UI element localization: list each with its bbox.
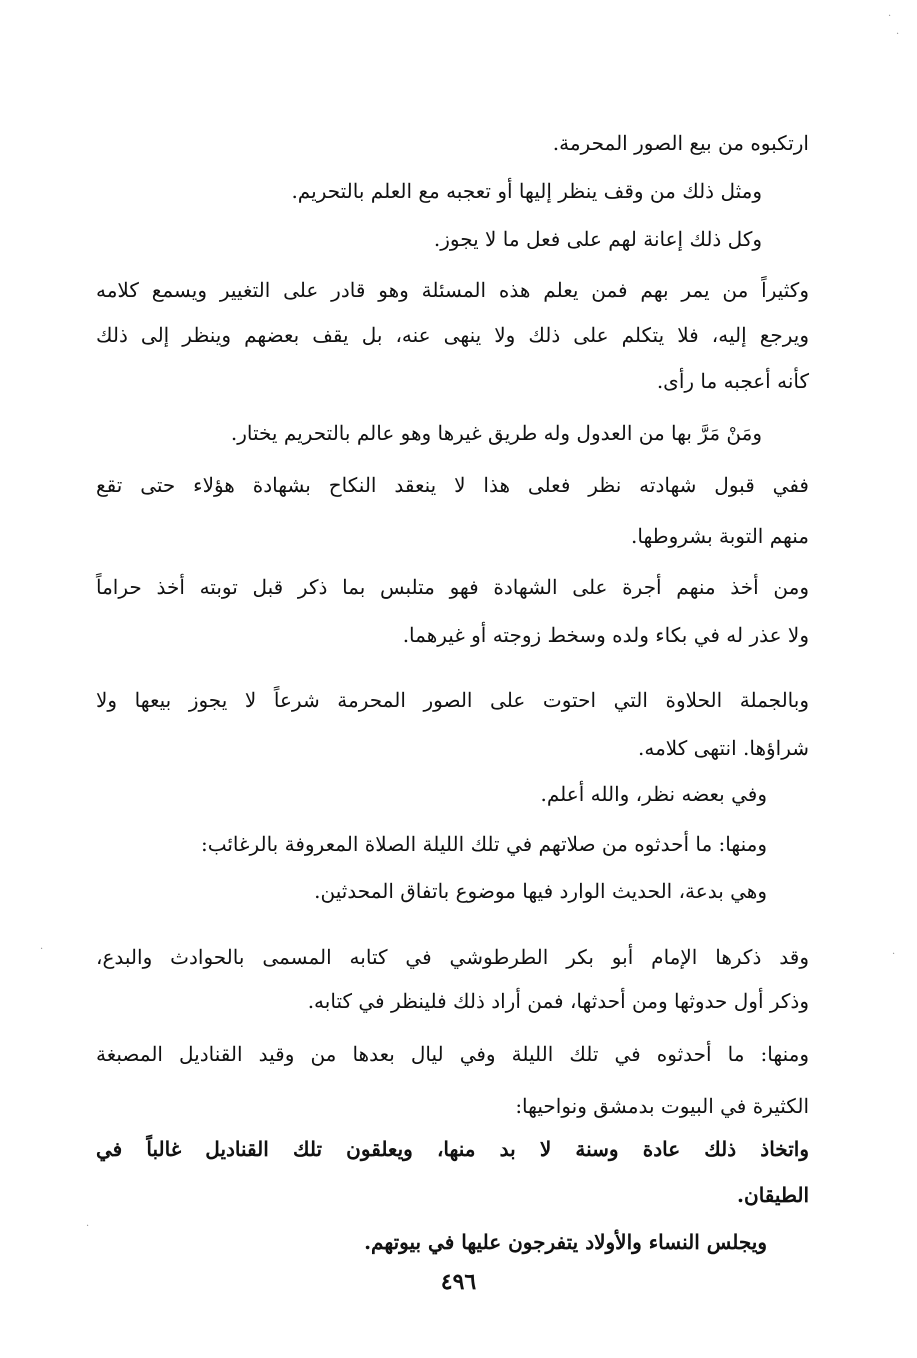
scan-speck: · xyxy=(86,1221,90,1232)
text-line-11: ولا عذر له في بكاء ولده وسخط زوجته أو غيرهما. xyxy=(402,623,809,647)
text-line-23: ويجلس النساء والأولاد يتفرجون عليها في بيوتهم. xyxy=(364,1230,767,1254)
text-line-22: الطيقان. xyxy=(737,1183,809,1207)
text-line-10: ومن أخذ منهم أجرة على الشهادة فهو متلبس بما ذكر قبل توبته أخذ حراماً xyxy=(96,575,809,599)
text-line-14: وفي بعضه نظر، والله أعلم. xyxy=(540,782,767,806)
text-line-17: وقد ذكرها الإمام أبو بكر الطرطوشي في كتابه المسمى بالحوادث والبدع، xyxy=(96,945,809,969)
text-line-4: وكثيراً من يمر بهم فمن يعلم هذه المسئلة وهو قادر على التغيير ويسمع كلامه xyxy=(96,278,809,302)
page-number: ٤٩٦ xyxy=(440,1269,477,1295)
text-line-8: ففي قبول شهادته نظر فعلى هذا لا ينعقد النكاح بشهادة هؤلاء حتى تقع xyxy=(96,473,809,497)
text-line-2: ومثل ذلك من وقف ينظر إليها أو تعجبه مع العلم بالتحريم. xyxy=(291,179,762,203)
text-line-20: الكثيرة في البيوت بدمشق ونواحيها: xyxy=(515,1094,809,1118)
text-line-6: كأنه أعجبه ما رأى. xyxy=(656,369,809,393)
text-line-5: ويرجع إليه، فلا يتكلم على ذلك ولا ينهى عنه، بل يقف بعضهم وينظر إلى ذلك xyxy=(96,323,809,347)
text-line-19: ومنها: ما أحدثوه في تلك الليلة وفي ليال بعدها من وقيد القناديل المصبغة xyxy=(96,1042,809,1066)
text-line-18: وذكر أول حدوثها ومن أحدثها، فمن أراد ذلك فلينظر في كتابه. xyxy=(307,989,809,1013)
text-line-15: ومنها: ما أحدثوه من صلاتهم في تلك الليلة الصلاة المعروفة بالرغائب: xyxy=(200,832,767,856)
text-line-3: وكل ذلك إعانة لهم على فعل ما لا يجوز. xyxy=(433,227,762,251)
text-line-9: منهم التوبة بشروطها. xyxy=(631,524,809,548)
text-line-13: شراؤها. انتهى كلامه. xyxy=(637,736,809,760)
scan-speck: · xyxy=(888,11,892,22)
scan-speck: · xyxy=(892,949,896,960)
text-line-21: واتخاذ ذلك عادة وسنة لا بد منها، ويعلقون تلك القناديل غالباً في xyxy=(96,1137,809,1161)
scan-speck: · xyxy=(896,29,900,40)
text-line-1: ارتكبوه من بيع الصور المحرمة. xyxy=(552,131,809,155)
text-line-7: ومَنْ مَرَّ بها من العدول وله طريق غيرها وهو عالم بالتحريم يختار. xyxy=(230,421,762,445)
text-line-12: وبالجملة الحلاوة التي احتوت على الصور المحرمة شرعاً لا يجوز بيعها ولا xyxy=(96,688,809,712)
scan-speck: · xyxy=(40,944,44,955)
text-line-16: وهي بدعة، الحديث الوارد فيها موضوع باتفاق المحدثين. xyxy=(314,879,767,903)
